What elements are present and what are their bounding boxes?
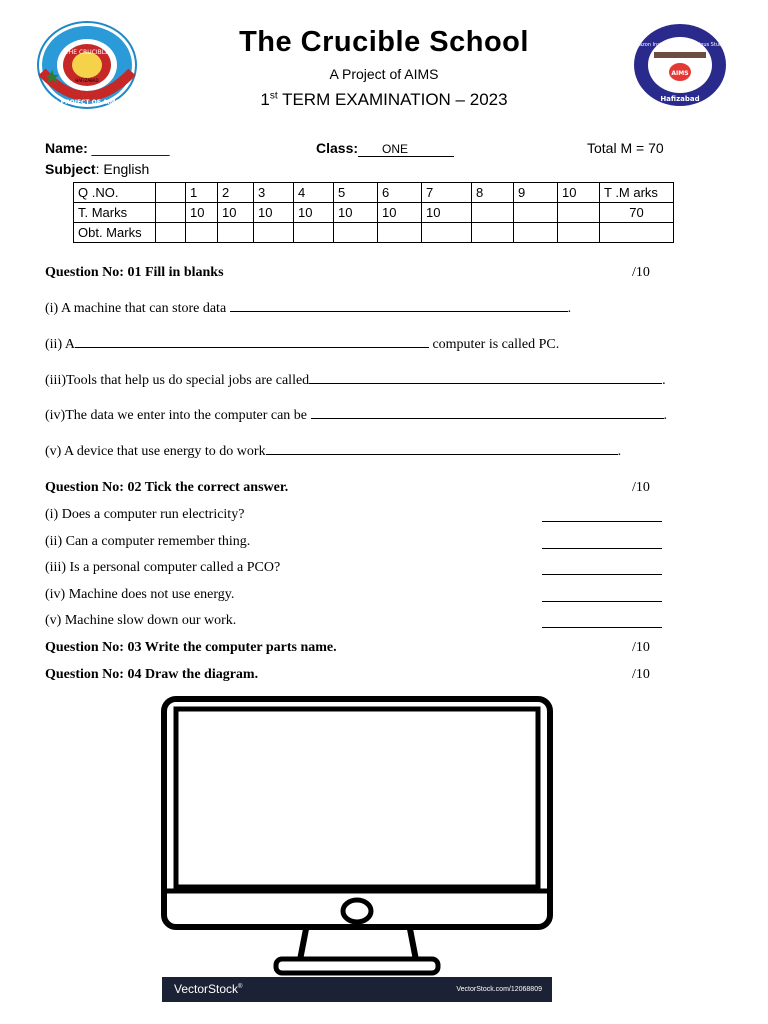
exam-ordinal: st bbox=[269, 90, 278, 102]
q2-answer-line-2 bbox=[542, 548, 662, 549]
exam-number: 1 bbox=[260, 90, 270, 109]
name-label: Name: bbox=[45, 140, 88, 156]
subject-field bbox=[45, 161, 149, 177]
marks-table-cell: 8 bbox=[472, 183, 514, 203]
left-logo-line-1: THE CRUCIBLE bbox=[65, 49, 109, 56]
q1-item-1-end: . bbox=[567, 301, 572, 316]
marks-table-cell: 1 bbox=[186, 183, 218, 203]
q1-marks: /10 bbox=[632, 265, 650, 280]
marks-table-cell bbox=[422, 223, 472, 243]
marks-table-cell bbox=[156, 183, 186, 203]
left-logo-line-2: A PROJECT OF AIMS bbox=[53, 99, 121, 106]
q4-heading: Question No: 04 Draw the diagram. bbox=[45, 667, 259, 682]
marks-table-cell bbox=[334, 223, 378, 243]
q1-item-4-text: (iv)The data we enter into the computer can be bbox=[45, 408, 311, 423]
monitor-neck bbox=[300, 929, 416, 960]
marks-table-cell bbox=[218, 223, 254, 243]
q2-answer-line-4 bbox=[542, 601, 662, 602]
marks-table-cell: 7 bbox=[422, 183, 472, 203]
marks-table-cell: 70 bbox=[600, 203, 674, 223]
q2-marks: /10 bbox=[632, 480, 650, 495]
q1-item-3-blank bbox=[309, 383, 662, 384]
marks-table-cell: 2 bbox=[218, 183, 254, 203]
subject-value: : English bbox=[95, 161, 150, 177]
vectorstock-url: VectorStock.com/12068809 bbox=[456, 986, 542, 993]
marks-table-cell: 4 bbox=[294, 183, 334, 203]
marks-table-cell: 10 bbox=[422, 203, 472, 223]
marks-table-cell: 10 bbox=[254, 203, 294, 223]
marks-table-cell: 10 bbox=[558, 183, 600, 203]
q2-item-3: (iii) Is a personal computer called a PCO? bbox=[45, 560, 281, 575]
marks-table-cell: 10 bbox=[218, 203, 254, 223]
total-marks: Total M = 70 bbox=[587, 140, 664, 156]
q1-item-1-text: (i) A machine that can store data bbox=[45, 301, 230, 316]
school-subtitle: A Project of AIMS bbox=[329, 66, 439, 82]
marks-table-cell: 9 bbox=[514, 183, 558, 203]
q4-marks: /10 bbox=[632, 667, 650, 682]
vectorstock-banner bbox=[162, 977, 552, 1002]
q2-answer-line-1 bbox=[542, 521, 662, 522]
marks-table-cell: T. Marks bbox=[74, 203, 156, 223]
name-field bbox=[45, 140, 170, 156]
marks-table-cell bbox=[600, 223, 674, 243]
q1-item-5 bbox=[45, 444, 621, 460]
marks-table-cell bbox=[514, 223, 558, 243]
q1-item-4 bbox=[45, 408, 667, 424]
left-logo-line-3: HAFIZABAD bbox=[75, 78, 99, 83]
marks-table-cell: 10 bbox=[378, 203, 422, 223]
q2-heading: Question No: 02 Tick the correct answer. bbox=[45, 480, 289, 495]
right-logo-line-3: Hafizabad bbox=[660, 95, 700, 103]
q1-item-3 bbox=[45, 373, 666, 389]
marks-table-cell: 6 bbox=[378, 183, 422, 203]
marks-table-cell: 10 bbox=[186, 203, 218, 223]
marks-table-cell bbox=[558, 223, 600, 243]
marks-table-cell bbox=[254, 223, 294, 243]
vectorstock-brand-name: VectorStock bbox=[174, 982, 239, 996]
marks-table-cell bbox=[378, 223, 422, 243]
power-button-icon bbox=[343, 900, 371, 922]
marks-table-cell bbox=[156, 223, 186, 243]
right-logo-line-2: AIMS bbox=[671, 70, 689, 77]
marks-table-cell bbox=[472, 203, 514, 223]
q1-item-4-blank bbox=[311, 418, 664, 419]
exam-title bbox=[0, 90, 768, 110]
marks-table-row bbox=[74, 223, 674, 243]
q3-marks: /10 bbox=[632, 640, 650, 655]
class-label: Class: bbox=[316, 140, 359, 156]
subject-label: Subject bbox=[45, 161, 96, 177]
q1-item-4-end: . bbox=[663, 408, 667, 423]
monitor-screen bbox=[176, 709, 538, 887]
class-field bbox=[316, 140, 454, 157]
q1-item-5-blank bbox=[266, 454, 618, 455]
marks-table-cell: 3 bbox=[254, 183, 294, 203]
q2-item-5: (v) Machine slow down our work. bbox=[45, 613, 237, 628]
name-blank: __________ bbox=[87, 140, 170, 156]
q1-item-2-blank bbox=[75, 347, 429, 348]
marks-table-cell: 10 bbox=[334, 203, 378, 223]
exam-title-text: TERM EXAMINATION – 2023 bbox=[277, 90, 508, 109]
q2-answer-line-3 bbox=[542, 574, 662, 575]
class-value: ONE bbox=[358, 142, 454, 157]
q2-item-4: (iv) Machine does not use energy. bbox=[45, 587, 235, 602]
marks-table-cell: Q .NO. bbox=[74, 183, 156, 203]
q1-item-1-blank bbox=[230, 311, 568, 312]
vectorstock-brand bbox=[174, 982, 242, 996]
q1-item-2-text: (ii) A bbox=[45, 337, 75, 352]
marks-table bbox=[73, 182, 674, 243]
q2-answer-line-5 bbox=[542, 627, 662, 628]
q3-heading: Question No: 03 Write the computer parts name. bbox=[45, 640, 337, 655]
marks-table-row bbox=[74, 183, 674, 203]
marks-table-cell: Obt. Marks bbox=[74, 223, 156, 243]
q2-item-2: (ii) Can a computer remember thing. bbox=[45, 534, 251, 549]
marks-table-cell bbox=[514, 203, 558, 223]
q1-item-2 bbox=[45, 337, 559, 353]
q1-item-5-end: . bbox=[617, 444, 622, 459]
marks-table-cell bbox=[186, 223, 218, 243]
marks-table-cell bbox=[558, 203, 600, 223]
marks-table-cell bbox=[472, 223, 514, 243]
monitor-base bbox=[276, 959, 438, 973]
q1-heading: Question No: 01 Fill in blanks bbox=[45, 265, 224, 280]
q1-item-3-text: (iii)Tools that help us do special jobs are called bbox=[45, 373, 310, 388]
q1-item-2-end: computer is called PC. bbox=[428, 337, 560, 352]
q1-item-3-end: . bbox=[662, 373, 666, 388]
marks-table-cell: 5 bbox=[334, 183, 378, 203]
q1-item-1 bbox=[45, 301, 571, 317]
q1-item-5-text: (v) A device that use energy to do work bbox=[45, 444, 266, 459]
school-name: The Crucible School bbox=[239, 26, 529, 58]
marks-table-cell: T .M arks bbox=[600, 183, 674, 203]
marks-table-cell: 10 bbox=[294, 203, 334, 223]
right-logo-line-1: Amazon Institute Of Meticulous Studies bbox=[632, 42, 728, 48]
marks-table-row bbox=[74, 203, 674, 223]
marks-table-cell bbox=[156, 203, 186, 223]
monitor-diagram bbox=[160, 695, 554, 977]
q2-item-1: (i) Does a computer run electricity? bbox=[45, 507, 245, 522]
marks-table-cell bbox=[294, 223, 334, 243]
vectorstock-reg-mark: ® bbox=[238, 984, 243, 990]
